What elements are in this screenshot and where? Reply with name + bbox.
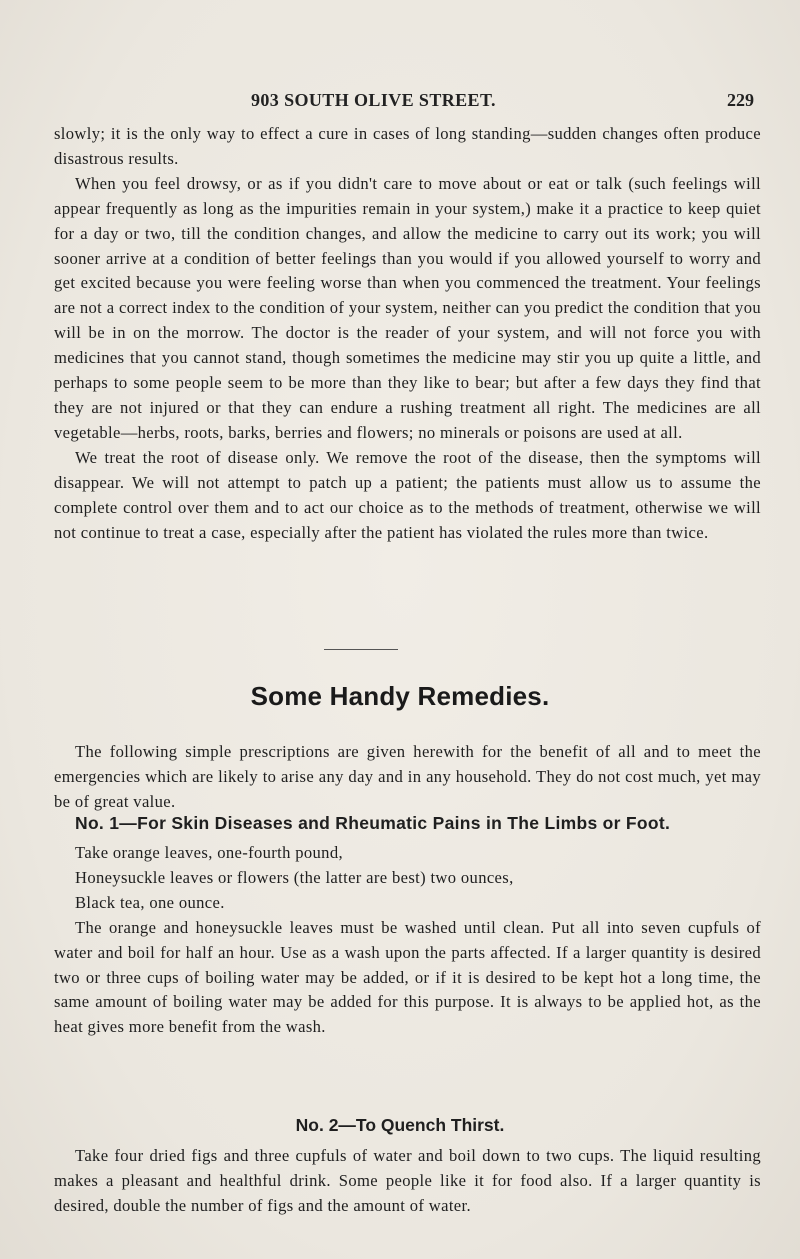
paragraph: We treat the root of disease only. We remove the root of the disease, then the symptoms will disappear. We will not attempt to patch up a patient; the patients must allow us to assume the complete control over them and to act our choice as to the methods of treatment, otherwise we will not continue to treat a case, especially after the patient has violated the rules more than twice. (54, 447, 761, 542)
section-intro (54, 740, 761, 815)
page-number: 229 (727, 90, 754, 110)
remedy-2-text (54, 1144, 761, 1219)
page-header (54, 90, 754, 112)
section-divider (324, 649, 398, 650)
remedy-1-text (54, 841, 761, 1040)
paragraph: slowly; it is the only way to effect a cure in cases of long standing—sudden changes often produce disastrous results. (54, 124, 761, 168)
remedy-2-heading: No. 2—To Quench Thirst. (295, 1115, 505, 1135)
ingredient-line: Take orange leaves, one-fourth pound, (75, 843, 343, 862)
running-title: 903 SOUTH OLIVE STREET. (251, 90, 496, 110)
ingredient-line: Honeysuckle leaves or flowers (the latter are best) two ounces, (75, 867, 514, 887)
intro-text (54, 122, 761, 545)
paragraph: The orange and honeysuckle leaves must be washed until clean. Put all into seven cupfuls of water and boil for half an hour. Use as a wash upon the parts affected. If a larger quantity is desired two or three cups of boiling water may be added, or if it is desired to be kept hot a long time, the same amount of boiling water may be added for this purpose. It is always to be applied hot, as the heat gives more benefit from the wash. (54, 917, 761, 1037)
paragraph: The following simple prescriptions are given herewith for the benefit of all and to meet the emergencies which are likely to arise any day and in any household. They do not cost much, yet may be of great value. (54, 742, 761, 811)
section-title: Some Handy Remedies. (250, 681, 550, 711)
remedy-1-heading: No. 1—For Skin Diseases and Rheumatic Pains in The Limbs or Foot. (75, 813, 671, 833)
ingredient-line: Black tea, one ounce. (75, 892, 225, 912)
paragraph: Take four dried figs and three cupfuls of water and boil down to two cups. The liquid resulting makes a pleasant and healthful drink. Some people like it for food also. If a larger quantity is desired, double the number of figs and the amount of water. (54, 1146, 761, 1215)
paragraph: When you feel drowsy, or as if you didn't care to move about or eat or talk (such feelings will appear frequently as long as the impurities remain in your system,) make it a practice to keep quiet for a day or two, till the condition changes, and allow the medicine to carry out its work; you will sooner arrive at a condition of better feelings than you would if you allowed yourself to worry and get excited because you were feeling worse than when you commenced the treatment. Your feelings are not a correct index to the condition of your system, neither can you predict the condition that you will be in on the morrow. The doctor is the reader of your system, and will not force you with medicines that you cannot stand, though sometimes the medicine may stir you up quite a little, and perhaps to some people seem to be more than they like to bear; but after a few days they find that they are not injured or that they can endure a rushing treatment all right. The medicines are all vegetable—herbs, roots, barks, berries and flowers; no minerals or poisons are used at all. (54, 173, 761, 442)
